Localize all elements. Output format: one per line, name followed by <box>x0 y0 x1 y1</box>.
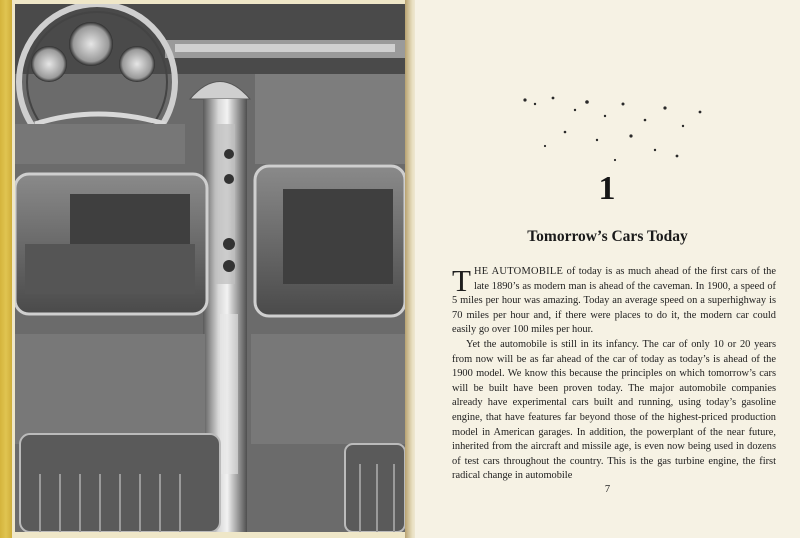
car-interior-illustration <box>15 4 405 532</box>
chapter-ornament-dots <box>505 90 725 170</box>
page-number: 7 <box>604 484 611 495</box>
paragraph-1 <box>452 265 776 338</box>
opening-smallcaps: HE AUTOMOBILE <box>473 266 564 277</box>
right-page <box>415 0 800 538</box>
drop-cap: T <box>452 263 471 298</box>
paragraph-1-text: of today is as much ahead of the first cars of the late 1890’s as modern man is ahead of the caveman. In 1900, a speed of 5 miles per hour was amazing. Today an average speed on a superhighway is 70 miles per hour and, if there were places to do it, the modern car could easily go over 100 miles per hour. <box>452 266 776 336</box>
chapter-title: Tomorrow’s Cars Today <box>527 228 688 245</box>
paragraph-2: Yet the automobile is still in its infancy. The car of only 10 or 20 years from now will be as far ahead of the car of today as today’s is ahead of the 1900 model. We know this because the principles on which tomorrow’s cars will be built have been proven today. The major automobile companies already have experimental cars built and running, using today’s gasoline engine, that have features far beyond those of the highest-priced production model in American garages. In addition, the powerplant of the near future, inherited from the aircraft and missile age, is even now being used in dozens of test cars throughout the country. This is the gas turbine engine, the first radical change in automobile <box>452 338 776 482</box>
chapter-body <box>452 265 776 484</box>
left-page <box>12 0 407 538</box>
chapter-number: 1 <box>598 170 617 207</box>
